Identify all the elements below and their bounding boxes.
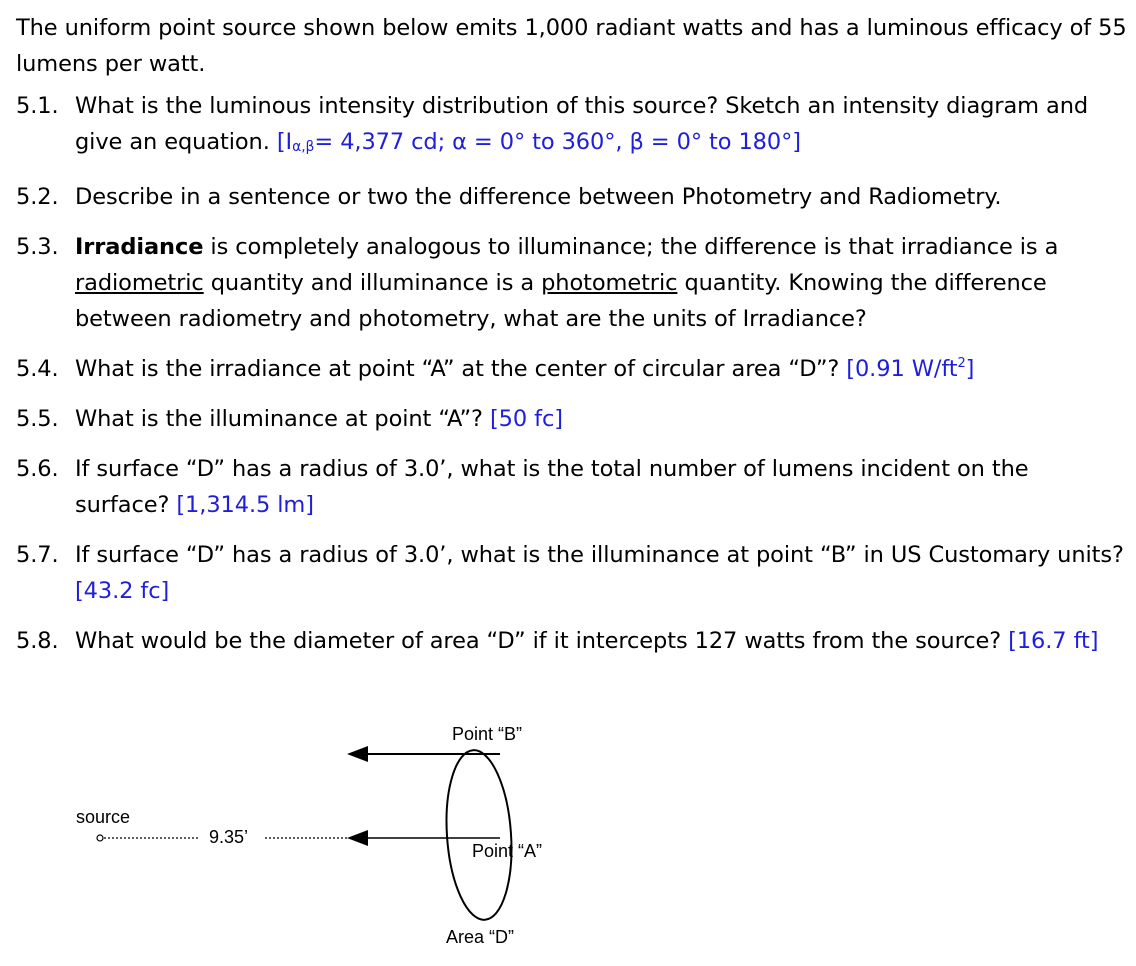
question-number: 5.1. xyxy=(16,93,59,119)
point-source-diagram xyxy=(60,715,580,960)
answer: [16.7 ft] xyxy=(1008,628,1099,654)
question-5-5 xyxy=(16,401,1128,437)
question-number: 5.7. xyxy=(16,542,59,568)
answer: [1,314.5 lm] xyxy=(176,492,314,518)
question-number: 5.2. xyxy=(16,184,59,210)
question-number: 5.5. xyxy=(16,406,59,432)
question-text: What would be the diameter of area “D” if it intercepts 127 watts from the source? xyxy=(75,628,1002,654)
question-number: 5.8. xyxy=(16,628,59,654)
question-number: 5.6. xyxy=(16,456,59,482)
question-text: What is the illuminance at point “A”? xyxy=(75,406,483,432)
label-source: source xyxy=(76,807,131,827)
label-point-a: Point “A” xyxy=(472,841,543,861)
question-5-2 xyxy=(16,179,1128,215)
document-body xyxy=(16,10,1128,673)
source-point xyxy=(97,835,103,841)
question-5-8 xyxy=(16,623,1128,659)
question-5-7 xyxy=(16,537,1128,609)
answer: [0.91 $W/ft^2$] xyxy=(846,356,975,382)
arrowhead-a-icon xyxy=(347,830,368,846)
question-5-1 xyxy=(16,88,1128,165)
question-text: What is the luminous intensity distribution of this source? Sketch an intensity diagram and give an equation. xyxy=(75,93,1089,155)
question-number: 5.3. xyxy=(16,234,59,260)
area-d-ellipse xyxy=(441,748,517,922)
answer: [$I_{\alpha,\beta}= 4,377$ cd; α = 0° to 360°, β = 0° to 180°] xyxy=(276,129,801,155)
answer: [50 fc] xyxy=(489,406,563,432)
answer: [43.2 fc] xyxy=(75,578,170,604)
term-photometric: photometric xyxy=(541,270,678,296)
arrowhead-b-icon xyxy=(347,746,368,762)
intro-paragraph: The uniform point source shown below emits 1,000 radiant watts and has a luminous efficacy of 55 lumens per watt. xyxy=(16,15,1127,77)
question-number: 5.4. xyxy=(16,356,59,382)
label-area-d: Area “D” xyxy=(446,927,515,947)
label-point-b: Point “B” xyxy=(452,724,523,744)
question-5-6 xyxy=(16,451,1128,523)
term-irradiance: Irradiance xyxy=(75,234,204,260)
term-radiometric: radiometric xyxy=(75,270,204,296)
question-text: What is the irradiance at point “A” at the center of circular area “D”? xyxy=(75,356,840,382)
question-text: If surface “D” has a radius of 3.0’, what is the total number of lumens incident on the surface? xyxy=(75,456,1029,518)
question-5-3: 5.3. Irradiance is completely analogous to illuminance; the difference is that irradiance is a radiometric quantity and illuminance is a photometric quantity. Knowing the difference between radiometry and photometry, what are the units of Irradiance? xyxy=(16,229,1128,337)
diagram-drawing xyxy=(60,715,580,960)
label-distance: 9.35’ xyxy=(209,827,249,847)
question-text: If surface “D” has a radius of 3.0’, what is the illuminance at point “B” in US Customary units? xyxy=(75,542,1124,568)
question-text: Describe in a sentence or two the difference between Photometry and Radiometry. xyxy=(75,184,1002,210)
question-5-4 xyxy=(16,351,1128,387)
